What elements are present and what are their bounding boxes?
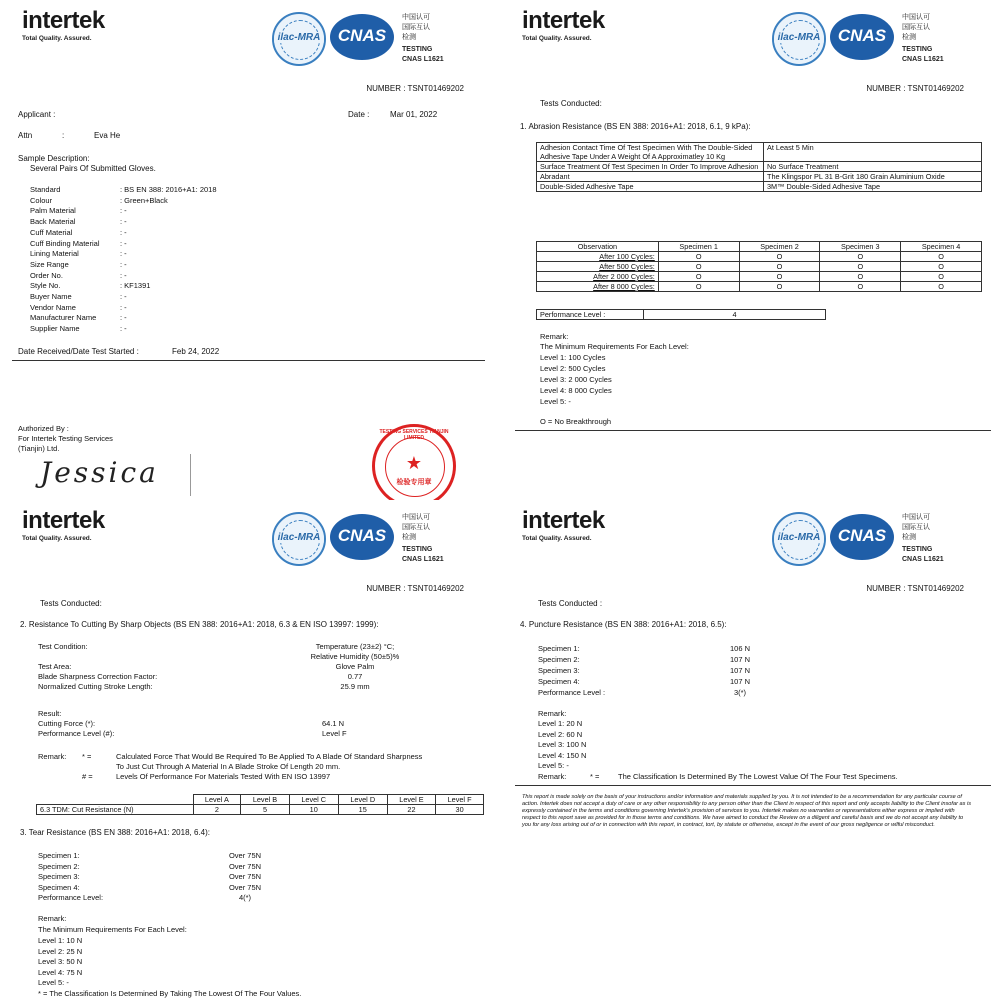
level-item: Level 2: 500 Cycles — [540, 364, 606, 373]
table-cell: After 100 Cycles: — [537, 252, 659, 262]
cn-text: 检测 — [402, 34, 416, 41]
row-value: 0.77 — [347, 672, 363, 681]
table-header: Level D — [338, 795, 387, 805]
table-cell: O — [739, 282, 820, 292]
field-label: Manufacturer Name — [30, 313, 97, 323]
table-cell: 6.3 TDM: Cut Resistance (N) — [37, 805, 194, 815]
intertek-logo — [22, 508, 105, 542]
cn-text: 国际互认 — [902, 524, 930, 531]
table-cell: After 500 Cycles: — [537, 262, 659, 272]
table-cell: O — [658, 282, 739, 292]
field-value: : BS EN 388: 2016+A1: 2018 — [120, 185, 217, 194]
report-page-1 — [10, 4, 498, 500]
result-label: Result: — [38, 709, 62, 718]
cn-text: 中国认可 — [902, 514, 930, 521]
field-label: Style No. — [30, 281, 61, 291]
tests-conducted: Tests Conducted: — [540, 99, 602, 108]
table-header — [37, 795, 194, 805]
abrasion-observation-table — [536, 241, 982, 292]
table-cell: O — [820, 282, 901, 292]
field-value: : KF1391 — [120, 281, 151, 291]
puncture-levels-list — [538, 719, 586, 772]
cnas-code: CNAS L1621 — [402, 556, 444, 563]
remark-star: * = — [82, 752, 92, 761]
row-label: Specimen 3: — [538, 666, 580, 675]
puncture-labels — [538, 643, 605, 698]
table-cell: O — [739, 252, 820, 262]
remark2-label: Remark: — [538, 772, 567, 781]
table-cell: After 2 000 Cycles: — [537, 272, 659, 282]
row-label: Specimen 2: — [538, 655, 580, 664]
level-item: Level 3: 50 N — [38, 957, 83, 966]
brand-tagline: Total Quality. Assured. — [22, 535, 92, 542]
intertek-logo — [22, 8, 105, 42]
applicant-label: Applicant : — [18, 110, 56, 119]
intertek-logo — [522, 508, 605, 542]
row-value: 107 N — [729, 655, 750, 664]
cnas-logo: CNAS — [330, 514, 394, 560]
date-received-value: Feb 24, 2022 — [172, 347, 220, 356]
table-header: Specimen 4 — [901, 242, 982, 252]
field-label: Back Material — [30, 217, 76, 227]
table-cell: O — [901, 262, 982, 272]
sample-description-label: Sample Description: — [18, 154, 90, 163]
table-cell: Double-Sided Adhesive Tape — [537, 182, 764, 192]
table-cell: 22 — [387, 805, 435, 815]
attn-colon: : — [62, 131, 65, 140]
testing-label: TESTING — [902, 546, 933, 553]
cn-text: 检测 — [902, 534, 916, 541]
report-number: NUMBER : TSNT01469202 — [866, 84, 964, 93]
signature-divider — [190, 454, 191, 496]
field-value: : - — [120, 259, 127, 269]
level-item: Level 3: 2 000 Cycles — [540, 375, 612, 384]
tear-levels-list — [38, 936, 82, 989]
attn-value: Eva He — [94, 131, 121, 140]
field-value: : - — [120, 206, 127, 216]
remark-label: Remark: — [538, 709, 567, 718]
row-label: Specimen 1: — [538, 644, 580, 653]
row-value: Relative Humidity (50±5)% — [310, 652, 400, 661]
cutting-force-label: Cutting Force (*): — [38, 719, 96, 728]
row-label: Performance Level: — [38, 893, 104, 902]
table-cell: O — [739, 262, 820, 272]
row-value: Over 75N — [228, 872, 262, 881]
remark-label: Remark: — [38, 752, 67, 761]
table-cell: 10 — [289, 805, 338, 815]
remark-label: Remark: — [38, 914, 67, 923]
row-label: Blade Sharpness Correction Factor: — [38, 672, 158, 681]
cn-text: 中国认可 — [902, 14, 930, 21]
table-row — [537, 182, 982, 192]
ilac-mra-logo: ilac-MRA — [772, 12, 826, 66]
divider — [515, 430, 991, 431]
field-label: Supplier Name — [30, 324, 80, 334]
level-item: Level 5: - — [538, 761, 569, 770]
cut-condition-labels — [38, 642, 157, 692]
row-label: Specimen 2: — [38, 861, 80, 871]
testing-label: TESTING — [902, 46, 933, 53]
remark-hash-text: Levels Of Performance For Materials Tested With EN ISO 13997 — [116, 772, 331, 781]
remark-star-text-2: To Just Cut Through A Material In A Blade Stroke Of Length 20 mm. — [116, 762, 341, 771]
performance-label: Performance Level : — [537, 310, 644, 320]
remark-hash: # = — [82, 772, 93, 781]
section-title-cutting: 2. Resistance To Cutting By Sharp Objects (BS EN 388: 2016+A1: 2018, 6.3 & EN ISO 13997: 1999): — [20, 620, 379, 629]
ilac-mra-logo: ilac-MRA — [272, 12, 326, 66]
table-header: Level E — [387, 795, 435, 805]
cut-condition-values — [280, 642, 430, 692]
table-header: Level B — [241, 795, 289, 805]
tdm-cut-table — [36, 794, 484, 815]
brand-tagline: Total Quality. Assured. — [22, 35, 92, 42]
field-label: Palm Material — [30, 206, 76, 216]
brand-name: intertek — [522, 507, 605, 534]
table-header: Specimen 3 — [820, 242, 901, 252]
table-cell: 3M™ Double-Sided Adhesive Tape — [764, 182, 982, 192]
table-header: Level A — [193, 795, 241, 805]
cutting-force-value: 64.1 N — [322, 719, 345, 728]
field-label: Standard — [30, 185, 61, 194]
table-cell: O — [901, 252, 982, 262]
row-label — [38, 652, 157, 662]
table-cell: 30 — [436, 805, 484, 815]
authorized-company-2: (Tianjin) Ltd. — [18, 444, 60, 453]
cn-text: 中国认可 — [402, 514, 430, 521]
field-label: Colour — [30, 195, 53, 205]
table-header-row — [537, 242, 982, 252]
brand-tagline: Total Quality. Assured. — [522, 535, 592, 542]
table-cell: Adhesion Contact Time Of Test Specimen With The Double-Sided Adhesive Tape Under A Weight Of A Approximatley 10 Kg — [537, 143, 764, 162]
table-row — [537, 252, 982, 262]
row-value: Over 75N — [228, 882, 262, 892]
table-cell: O — [820, 262, 901, 272]
remark-label: Remark: — [540, 332, 569, 341]
cn-text: 国际互认 — [402, 24, 430, 31]
row-label: Test Condition: — [38, 642, 88, 651]
row-value: Temperature (23±2) °C; — [315, 642, 395, 651]
table-row — [537, 310, 826, 320]
field-value: : - — [120, 238, 127, 248]
row-label: Test Area: — [38, 662, 72, 671]
row-label: Specimen 3: — [38, 872, 80, 881]
section-title-abrasion: 1. Abrasion Resistance (BS EN 388: 2016+A1: 2018, 6.1, 9 kPa): — [520, 122, 751, 131]
table-cell: O — [820, 252, 901, 262]
table-cell: O — [658, 252, 739, 262]
ilac-mra-logo: ilac-MRA — [772, 512, 826, 566]
field-value: : - — [120, 292, 127, 302]
attn-label: Attn — [18, 131, 33, 140]
tests-conducted: Tests Conducted: — [40, 599, 102, 608]
table-row — [537, 143, 982, 162]
puncture-values — [720, 643, 760, 698]
table-cell: 2 — [193, 805, 241, 815]
report-page-3 — [10, 504, 498, 1000]
cn-text: 国际互认 — [402, 524, 430, 531]
date-received-label: Date Received/Date Test Started : — [18, 347, 139, 356]
row-label: Performance Level : — [538, 688, 606, 697]
accreditation-logos — [272, 510, 462, 572]
table-cell: O — [901, 272, 982, 282]
table-cell: 5 — [241, 805, 289, 815]
abrasion-conditions-table — [536, 142, 982, 192]
section-title-tear: 3. Tear Resistance (BS EN 388: 2016+A1: 2018, 6.4): — [20, 828, 210, 837]
table-cell: O — [658, 262, 739, 272]
field-value: : - — [120, 302, 127, 312]
level-item: Level 1: 10 N — [38, 936, 83, 945]
divider — [515, 785, 991, 786]
field-label: Size Range — [30, 259, 69, 269]
field-value: : - — [120, 227, 127, 237]
sample-values — [120, 185, 217, 335]
min-requirements: The Minimum Requirements For Each Level: — [38, 925, 187, 934]
level-item: Level 5: - — [38, 978, 69, 987]
disclaimer: This report is made solely on the basis of your instructions and/or information and materials supplied by you. It is not intended to be a recommendation for any particular course of action. Intertek does not accept a duty of care or any other responsibility to any person other than the Client in respect of this report and only accepts liability to the Client insofar as is expressly contained in the terms and conditions governing Intertek's provision of services to you. Intertek makes no warranties or representations either express or implied with respect to this report save as provided for in those terms and conditions. We have aimed to conduct the Review on a diligent and careful basis and we do not accept any liability to you for any loss arising out of or in connection with this report, in contract, tort, by statute or otherwise, except in the event of our gross negligence or wilful misconduct. — [522, 794, 971, 828]
cnas-logo: CNAS — [330, 14, 394, 60]
row-value: 25.9 mm — [340, 682, 370, 691]
table-cell: 15 — [338, 805, 387, 815]
signature: Jessica — [40, 456, 159, 489]
table-row — [537, 272, 982, 282]
row-label: Specimen 4: — [538, 677, 580, 686]
row-label: Specimen 4: — [38, 882, 80, 892]
table-row — [537, 162, 982, 172]
remark2-text: The Classification Is Determined By The Lowest Value Of The Four Test Specimens. — [618, 772, 898, 781]
tests-conducted: Tests Conducted : — [538, 599, 603, 608]
table-cell: At Least 5 Min — [764, 143, 982, 162]
level-item: Level 3: 100 N — [538, 740, 587, 749]
intertek-logo — [522, 8, 605, 42]
cn-text: 中国认可 — [402, 14, 430, 21]
date-label: Date : — [348, 110, 370, 119]
row-value: Over 75N — [228, 851, 262, 860]
level-item: Level 5: - — [540, 397, 571, 406]
cnas-code: CNAS L1621 — [902, 556, 944, 563]
cn-text: 检测 — [902, 34, 916, 41]
field-label: Buyer Name — [30, 292, 72, 302]
table-row — [537, 262, 982, 272]
table-header: Level C — [289, 795, 338, 805]
min-requirements: The Minimum Requirements For Each Level: — [540, 342, 689, 351]
legend-note: O = No Breakthrough — [540, 417, 612, 426]
report-page-2 — [510, 4, 998, 500]
table-header: Observation — [537, 242, 659, 252]
row-value: Over 75N — [228, 861, 262, 871]
remark-star-text-1: Calculated Force That Would Be Required To Be Applied To A Blade Of Standard Sharpness — [116, 752, 423, 761]
testing-label: TESTING — [402, 46, 433, 53]
date-value: Mar 01, 2022 — [390, 110, 438, 119]
divider — [12, 360, 485, 361]
field-value: : - — [120, 270, 127, 280]
row-value: 106 N — [729, 644, 750, 653]
sample-fields — [30, 185, 99, 335]
report-page-4 — [510, 504, 998, 1000]
authorized-by: Authorized By : — [18, 424, 69, 433]
report-number: NUMBER : TSNT01469202 — [366, 84, 464, 93]
tear-values — [220, 851, 270, 904]
cnas-code: CNAS L1621 — [402, 56, 444, 63]
ilac-mra-logo: ilac-MRA — [272, 512, 326, 566]
authorized-company: For Intertek Testing Services — [18, 434, 113, 443]
abrasion-performance-table — [536, 309, 826, 320]
cn-text: 国际互认 — [902, 24, 930, 31]
sample-description-value: Several Pairs Of Submitted Gloves. — [30, 164, 156, 173]
field-label: Cuff Binding Material — [30, 238, 100, 248]
table-cell: O — [739, 272, 820, 282]
field-label: Cuff Material — [30, 227, 73, 237]
table-cell: O — [901, 282, 982, 292]
table-cell: Surface Treatment Of Test Specimen In Order To Improve Adhesion — [537, 162, 764, 172]
brand-name: intertek — [22, 7, 105, 34]
level-item: Level 1: 20 N — [538, 719, 583, 728]
level-item: Level 2: 60 N — [538, 729, 583, 739]
row-value: 4(*) — [238, 893, 252, 902]
field-value: : - — [120, 324, 127, 334]
brand-tagline: Total Quality. Assured. — [522, 35, 592, 42]
field-label: Order No. — [30, 270, 63, 280]
field-value: : - — [120, 217, 127, 227]
table-header: Specimen 2 — [739, 242, 820, 252]
field-value: : Green+Black — [120, 195, 168, 205]
level-item: Level 4: 75 N — [38, 967, 83, 977]
report-number: NUMBER : TSNT01469202 — [866, 584, 964, 593]
row-value: Glove Palm — [335, 662, 375, 671]
field-label: Vendor Name — [30, 302, 76, 312]
brand-name: intertek — [22, 507, 105, 534]
tear-labels — [38, 851, 103, 904]
table-cell: O — [658, 272, 739, 282]
cut-performance-value: Level F — [322, 729, 347, 738]
testing-label: TESTING — [402, 546, 433, 553]
level-item: Level 4: 150 N — [538, 750, 587, 760]
field-label: Lining Material — [30, 249, 79, 259]
field-value: : - — [120, 249, 127, 259]
report-number: NUMBER : TSNT01469202 — [366, 584, 464, 593]
table-cell: Abradant — [537, 172, 764, 182]
row-value: 3(*) — [733, 688, 747, 697]
cnas-logo: CNAS — [830, 14, 894, 60]
cnas-code: CNAS L1621 — [902, 56, 944, 63]
table-cell: O — [820, 272, 901, 282]
cn-text: 检测 — [402, 534, 416, 541]
table-cell: No Surface Treatment — [764, 162, 982, 172]
performance-value: 4 — [644, 310, 826, 320]
table-header: Level F — [436, 795, 484, 805]
row-value: 107 N — [729, 677, 750, 686]
field-value: : - — [120, 313, 127, 323]
table-row — [37, 805, 484, 815]
level-item: Level 4: 8 000 Cycles — [540, 386, 612, 395]
table-header-row — [37, 795, 484, 805]
section-title-puncture: 4. Puncture Resistance (BS EN 388: 2016+A1: 2018, 6.5): — [520, 620, 727, 629]
cnas-logo: CNAS — [830, 514, 894, 560]
accreditation-logos — [772, 10, 962, 72]
cut-performance-label: Performance Level (#): — [38, 729, 115, 738]
table-header: Specimen 1 — [658, 242, 739, 252]
table-cell: The Klingspor PL 31 B-Grit 180 Grain Aluminium Oxide — [764, 172, 982, 182]
row-label: Normalized Cutting Stroke Length: — [38, 682, 153, 691]
official-seal: TESTING SERVICES TIANJIN LIMITED ★ 检验专用章 — [372, 424, 456, 500]
accreditation-logos — [272, 10, 462, 72]
brand-name: intertek — [522, 7, 605, 34]
table-row — [537, 172, 982, 182]
table-cell: After 8 000 Cycles: — [537, 282, 659, 292]
table-row — [537, 282, 982, 292]
accreditation-logos — [772, 510, 962, 572]
tear-footnote: * = The Classification Is Determined By Taking The Lowest Of The Four Values. — [38, 989, 302, 998]
level-item: Level 1: 100 Cycles — [540, 353, 606, 362]
row-value: 107 N — [729, 666, 750, 675]
row-label: Specimen 1: — [38, 851, 80, 860]
level-item: Level 2: 25 N — [38, 946, 83, 956]
remark2-star: * = — [590, 772, 600, 781]
levels-list — [540, 352, 612, 407]
